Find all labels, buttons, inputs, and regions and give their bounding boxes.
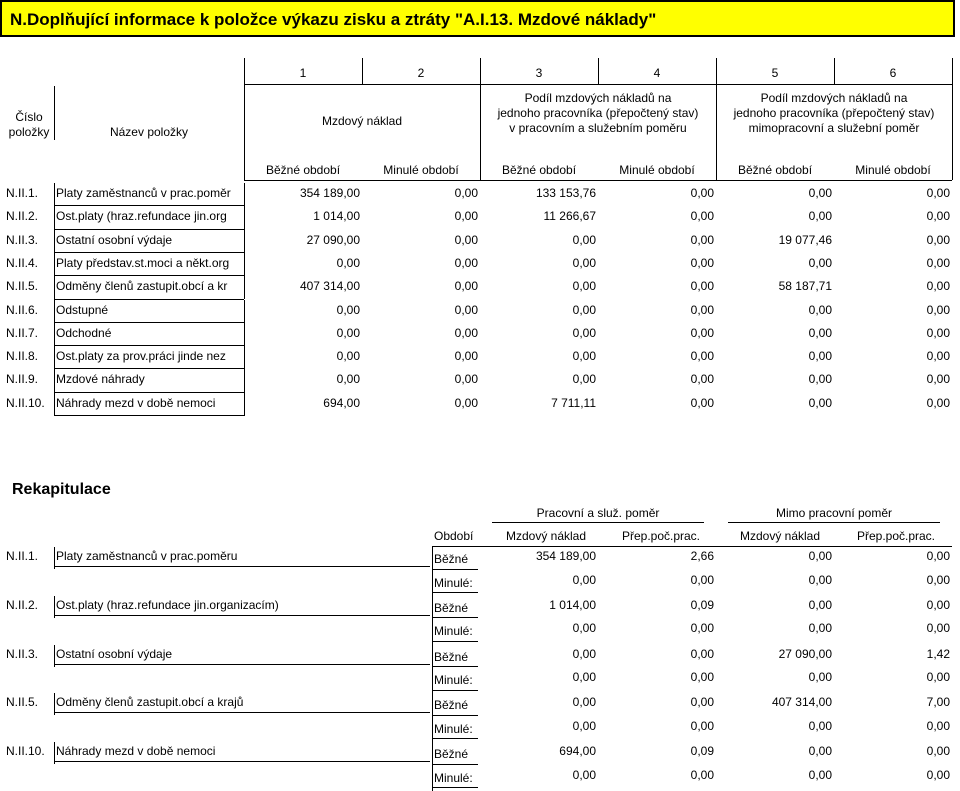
grid-line — [432, 596, 433, 645]
header-podil-mimopracovni: jednoho pracovníka (přepočtený stav) — [733, 106, 935, 120]
row-value: 0,00 — [690, 279, 714, 294]
grid-line — [432, 645, 433, 694]
period-label: Běžné období — [501, 163, 577, 177]
grid-line — [432, 693, 433, 742]
recap-minule-value: 0,00 — [926, 572, 950, 587]
row-value: 0,00 — [808, 186, 832, 200]
grid-line — [54, 393, 55, 416]
row-code: N.II.5. — [6, 279, 39, 294]
grid-line — [244, 183, 245, 206]
header-podil-pracovni: jednoho pracovníka (přepočtený stav) — [497, 106, 699, 120]
row-value: 0,00 — [926, 325, 950, 340]
row-value: 0,00 — [926, 349, 950, 364]
grid-line — [432, 666, 478, 667]
column-number: 1 — [299, 66, 307, 80]
recap-minule-value: 0,00 — [926, 718, 950, 733]
recap-bezne-value: 7,00 — [926, 695, 950, 710]
row-value: 0,00 — [336, 349, 360, 364]
row-value: 1 014,00 — [313, 209, 360, 224]
row-value: 7 711,11 — [551, 395, 596, 410]
row-value: 0,00 — [690, 349, 714, 364]
period-label: Běžné období — [737, 163, 813, 177]
grid-line — [54, 664, 430, 665]
grid-line — [244, 369, 245, 392]
row-value: 0,00 — [808, 255, 832, 270]
row-code: N.II.8. — [6, 349, 39, 364]
row-value: 0,00 — [336, 302, 360, 317]
recap-bezne-value: 694,00 — [559, 744, 596, 759]
row-code: N.II.9. — [6, 372, 39, 387]
recap-col-obdobi: Období — [434, 529, 474, 543]
grid-line — [54, 230, 55, 253]
header-cislo-1: Číslo — [15, 110, 43, 124]
grid-line — [432, 641, 478, 642]
grid-line — [54, 392, 244, 393]
grid-line — [54, 183, 55, 206]
recap-row-code: N.II.2. — [6, 597, 39, 612]
recap-minule-value: 0,00 — [690, 767, 714, 782]
recap-bezne-value: 0,00 — [690, 646, 714, 661]
row-value: 0,00 — [336, 325, 360, 340]
row-value: 407 314,00 — [299, 279, 360, 294]
recap-bezne-value: 354 189,00 — [535, 549, 596, 563]
recap-col-mzdovy: Mzdový náklad — [505, 529, 587, 543]
row-value: 133 153,76 — [535, 186, 596, 200]
grid-line — [244, 393, 245, 416]
header-podil-mimopracovni: Podíl mzdových nákladů na — [760, 91, 908, 105]
recap-bezne-value: 0,00 — [808, 549, 832, 563]
row-value: 0,00 — [926, 186, 950, 200]
period-label: Běžné období — [265, 163, 341, 177]
row-name: Náhrady mezd v době nemoci — [56, 395, 216, 410]
grid-line — [244, 346, 245, 369]
recap-row-name: Platy zaměstnanců v prac.poměru — [56, 549, 238, 563]
row-value: 0,00 — [454, 349, 478, 364]
grid-line — [728, 522, 940, 523]
grid-line — [54, 252, 244, 253]
row-name: Ost.platy (hraz.refundace jin.org — [56, 209, 227, 224]
grid-line — [54, 712, 430, 713]
recap-bezne-value: 0,09 — [690, 597, 714, 612]
recap-minule-label: Minulé: — [434, 575, 473, 590]
column-number: 3 — [535, 66, 543, 80]
recap-title: Rekapitulace — [12, 481, 111, 498]
recap-bezne-value: 0,00 — [808, 597, 832, 612]
recap-minule-value: 0,00 — [808, 572, 832, 587]
row-code: N.II.3. — [6, 232, 39, 247]
recap-bezne-value: 0,00 — [808, 744, 832, 759]
recap-bezne-label: Běžné — [434, 698, 469, 713]
recap-col-prep2: Přep.poč.prac. — [856, 529, 936, 543]
recap-minule-value: 0,00 — [690, 621, 714, 636]
row-value: 0,00 — [808, 372, 832, 387]
recap-minule-value: 0,00 — [690, 572, 714, 587]
recap-bezne-value: 0,00 — [690, 695, 714, 710]
recap-row-name: Odměny členů zastupit.obcí a krajů — [56, 695, 244, 710]
recap-bezne-label: Běžné — [434, 747, 469, 762]
recap-bezne-value: 2,66 — [690, 549, 714, 563]
recap-col-prep: Přep.poč.prac. — [621, 529, 701, 543]
grid-line — [952, 58, 953, 180]
grid-line — [834, 58, 835, 85]
recap-bezne-label: Běžné — [434, 600, 469, 615]
recap-minule-value: 0,00 — [926, 621, 950, 636]
recap-bezne-value: 1,42 — [926, 646, 950, 661]
recap-minule-label: Minulé: — [434, 770, 473, 785]
recap-row-code: N.II.10. — [6, 744, 45, 759]
grid-line — [244, 180, 952, 181]
row-name: Platy zaměstnanců v prac.poměr — [56, 186, 231, 200]
row-value: 0,00 — [572, 372, 596, 387]
row-value: 0,00 — [926, 395, 950, 410]
grid-line — [54, 229, 244, 230]
row-value: 19 077,46 — [778, 232, 832, 247]
row-value: 0,00 — [808, 325, 832, 340]
grid-line — [54, 615, 430, 616]
recap-bezne-label: Běžné — [434, 552, 469, 566]
grid-line — [432, 690, 478, 691]
recap-minule-value: 0,00 — [572, 718, 596, 733]
recap-minule-value: 0,00 — [808, 718, 832, 733]
row-value: 0,00 — [454, 325, 478, 340]
row-name: Odchodné — [56, 325, 112, 340]
header-mzdovy-naklad: Mzdový náklad — [321, 114, 403, 128]
row-value: 0,00 — [336, 372, 360, 387]
row-value: 0,00 — [454, 279, 478, 294]
row-code: N.II.1. — [6, 186, 39, 200]
grid-line — [54, 275, 244, 276]
row-code: N.II.10. — [6, 395, 45, 410]
row-value: 0,00 — [808, 349, 832, 364]
header-podil-pracovni: v pracovním a služebním poměru — [509, 121, 687, 135]
grid-line — [244, 276, 245, 299]
grid-line — [54, 761, 430, 762]
period-label: Minulé období — [619, 163, 695, 177]
period-label: Minulé období — [855, 163, 931, 177]
recap-bezne-value: 0,00 — [926, 597, 950, 612]
grid-line — [432, 569, 478, 570]
row-value: 0,00 — [690, 255, 714, 270]
recap-col-mzdovy2: Mzdový náklad — [739, 529, 821, 543]
grid-line — [432, 738, 478, 739]
grid-line — [54, 369, 55, 392]
row-name: Ost.platy za prov.práci jinde nez — [56, 349, 226, 364]
row-name: Mzdové náhrady — [56, 372, 145, 387]
recap-minule-value: 0,00 — [690, 718, 714, 733]
row-name: Ostatní osobní výdaje — [56, 232, 173, 247]
column-number: 5 — [771, 66, 779, 80]
grid-line — [716, 58, 717, 180]
page-title: N.Doplňující informace k položce výkazu zisku a ztráty "A.I.13. Mzdové náklady" — [10, 10, 657, 29]
recap-bezne-value: 1 014,00 — [549, 597, 596, 612]
grid-line — [244, 230, 245, 253]
row-value: 27 090,00 — [306, 232, 360, 247]
row-code: N.II.4. — [6, 255, 39, 270]
grid-line — [432, 546, 952, 547]
recap-minule-value: 0,00 — [808, 621, 832, 636]
recap-bezne-value: 0,00 — [926, 549, 950, 563]
header-nazev: Název položky — [109, 125, 189, 139]
grid-line — [480, 58, 481, 180]
column-number: 6 — [889, 66, 897, 80]
recap-bezne-value: 0,00 — [926, 744, 950, 759]
row-value: 0,00 — [690, 209, 714, 224]
grid-line — [432, 715, 478, 716]
row-value: 0,00 — [336, 255, 360, 270]
recap-row-name: Ost.platy (hraz.refundace jin.organizacím) — [56, 597, 279, 612]
grid-line — [244, 58, 245, 180]
recap-group-pracovni: Pracovní a služ. poměr — [536, 506, 660, 520]
recap-minule-value: 0,00 — [572, 621, 596, 636]
grid-line — [432, 764, 478, 765]
grid-line — [54, 299, 244, 300]
grid-line — [54, 206, 55, 229]
row-value: 0,00 — [454, 302, 478, 317]
recap-row-name: Ostatní osobní výdaje — [56, 646, 173, 661]
row-value: 0,00 — [454, 209, 478, 224]
row-value: 0,00 — [572, 232, 596, 247]
grid-line — [54, 205, 244, 206]
column-number: 4 — [653, 66, 661, 80]
recap-row-code: N.II.1. — [6, 549, 39, 563]
row-value: 0,00 — [926, 279, 950, 294]
grid-line — [492, 522, 704, 523]
header-podil-mimopracovni: mimopracovní a služební poměr — [748, 121, 920, 135]
grid-line — [54, 300, 55, 323]
grid-line — [362, 58, 363, 85]
row-value: 0,00 — [690, 232, 714, 247]
header-podil-pracovni: Podíl mzdových nákladů na — [524, 91, 672, 105]
grid-line — [54, 322, 244, 323]
row-value: 0,00 — [926, 372, 950, 387]
row-value: 0,00 — [572, 279, 596, 294]
row-value: 0,00 — [690, 186, 714, 200]
recap-minule-value: 0,00 — [808, 767, 832, 782]
row-value: 11 266,67 — [543, 209, 596, 224]
grid-line — [598, 58, 599, 85]
row-value: 0,00 — [572, 302, 596, 317]
grid-line — [432, 742, 433, 791]
row-value: 0,00 — [454, 186, 478, 200]
grid-line — [54, 253, 55, 276]
grid-line — [432, 617, 478, 618]
recap-minule-label: Minulé: — [434, 673, 473, 688]
recap-minule-value: 0,00 — [572, 572, 596, 587]
row-value: 0,00 — [454, 255, 478, 270]
recap-group-mimo: Mimo pracovní poměr — [775, 506, 893, 520]
row-value: 0,00 — [926, 302, 950, 317]
recap-minule-value: 0,00 — [808, 670, 832, 685]
title-bar — [0, 0, 955, 37]
grid-line — [432, 787, 478, 788]
recap-minule-value: 0,00 — [926, 670, 950, 685]
row-value: 0,00 — [572, 255, 596, 270]
grid-line — [244, 300, 245, 323]
recap-bezne-value: 0,00 — [572, 695, 596, 710]
row-value: 0,00 — [808, 302, 832, 317]
row-value: 0,00 — [572, 349, 596, 364]
grid-line — [54, 346, 55, 369]
grid-line — [54, 368, 244, 369]
recap-bezne-value: 0,09 — [690, 744, 714, 759]
grid-line — [244, 253, 245, 276]
row-value: 0,00 — [808, 395, 832, 410]
recap-minule-label: Minulé: — [434, 624, 473, 639]
grid-line — [244, 323, 245, 346]
row-value: 0,00 — [926, 209, 950, 224]
grid-line — [54, 86, 55, 140]
grid-line — [54, 276, 55, 299]
row-value: 354 189,00 — [299, 186, 360, 200]
grid-line — [432, 547, 433, 596]
grid-line — [54, 323, 55, 346]
recap-row-name: Náhrady mezd v době nemoci — [56, 744, 216, 759]
column-number: 2 — [417, 66, 425, 80]
grid-line — [54, 415, 244, 416]
recap-minule-value: 0,00 — [572, 670, 596, 685]
row-code: N.II.6. — [6, 302, 39, 317]
recap-bezne-value: 0,00 — [572, 646, 596, 661]
row-value: 0,00 — [926, 255, 950, 270]
recap-minule-value: 0,00 — [572, 767, 596, 782]
grid-line — [54, 345, 244, 346]
row-value: 0,00 — [926, 232, 950, 247]
row-value: 0,00 — [690, 372, 714, 387]
row-value: 0,00 — [690, 395, 714, 410]
row-value: 0,00 — [454, 372, 478, 387]
recap-bezne-label: Běžné — [434, 649, 469, 664]
recap-row-code: N.II.5. — [6, 695, 39, 710]
row-code: N.II.7. — [6, 325, 39, 340]
recap-minule-value: 0,00 — [690, 670, 714, 685]
row-code: N.II.2. — [6, 209, 39, 224]
row-value: 0,00 — [690, 302, 714, 317]
grid-line — [244, 206, 245, 229]
row-value: 694,00 — [323, 395, 360, 410]
row-value: 0,00 — [454, 232, 478, 247]
header-cislo-2: položky — [8, 125, 50, 139]
row-value: 0,00 — [808, 209, 832, 224]
row-value: 0,00 — [690, 325, 714, 340]
recap-row-code: N.II.3. — [6, 646, 39, 661]
row-value: 58 187,71 — [778, 279, 832, 294]
recap-bezne-value: 27 090,00 — [778, 646, 832, 661]
row-name: Platy představ.st.moci a někt.org — [56, 255, 230, 270]
row-name: Odstupné — [56, 302, 109, 317]
row-name: Odměny členů zastupit.obcí a kr — [56, 279, 228, 294]
grid-line — [432, 592, 478, 593]
recap-bezne-value: 407 314,00 — [771, 695, 832, 710]
recap-minule-value: 0,00 — [926, 767, 950, 782]
grid-line — [54, 566, 430, 567]
row-value: 0,00 — [454, 395, 478, 410]
recap-minule-label: Minulé: — [434, 721, 473, 736]
row-value: 0,00 — [572, 325, 596, 340]
period-label: Minulé období — [383, 163, 459, 177]
